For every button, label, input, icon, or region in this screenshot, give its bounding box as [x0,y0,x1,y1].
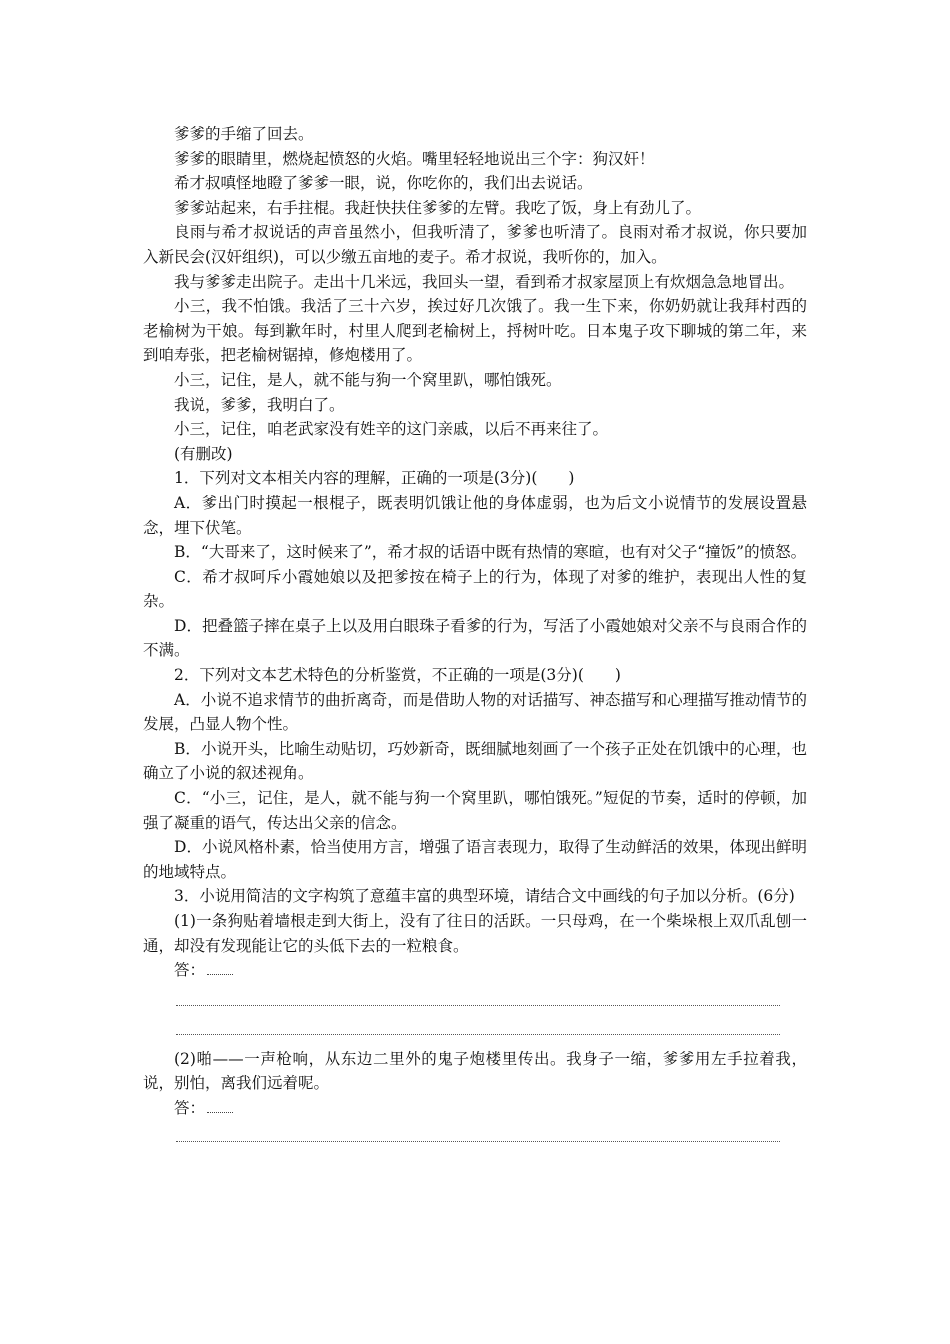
question-2-option-d: D．小说风格朴素，恰当使用方言，增强了语言表现力，取得了生动鲜活的效果，体现出鲜明的地域特点。 [143,838,807,881]
story-paragraph: 良雨与希才叔说话的声音虽然小，但我听清了，爹爹也听清了。良雨对希才叔说，你只要加入新民会(汉奸组织)，可以少缴五亩地的麦子。希才叔说，我听你的，加入。 [143,223,807,266]
story-paragraph: 爹爹的手缩了回去。 [174,125,314,143]
answer-label-text: 答： [174,1098,206,1117]
answer-line[interactable] [176,1127,780,1142]
story-paragraph: 小三，我不怕饿。我活了三十六岁，挨过好几次饿了。我一生下来，你奶奶就让我拜村西的老榆树为干娘。每到歉年时，村里人爬到老榆树上，捋树叶吃。日本鬼子攻下聊城的第二年，来到咱寿张，把老榆树锯掉，修炮楼用了。 [143,297,807,365]
answer-blank[interactable] [207,960,233,975]
question-2-option-b: B．小说开头，比喻生动贴切，巧妙新奇，既细腻地刻画了一个孩子正处在饥饿中的心理，也确立了小说的叙述视角。 [143,739,807,783]
answer-label-1 [143,958,807,983]
question-2-option-a: A．小说不追求情节的曲折离奇，而是借助人物的对话描写、神态描写和心理描写推动情节的发展，凸显人物个性。 [143,690,807,734]
question-2-option-c: C．“小三，记住，是人，就不能与狗一个窝里趴，哪怕饿死。”短促的节奏，适时的停顿，加强了凝重的语气，传达出父亲的信念。 [143,789,807,832]
answer-blank[interactable] [207,1098,233,1113]
answer-label-text: 答： [174,961,206,980]
answer-label-2 [143,1096,807,1121]
story-paragraph: 小三，记住，咱老武家没有姓辛的这门亲戚，以后不再来往了。 [174,420,609,439]
source-note: (有删改) [174,444,233,463]
answer-line[interactable] [176,1020,780,1035]
question-3-sub-2: (2)啪——一声枪响，从东边二里外的鬼子炮楼里传出。我身子一缩，爹爹用左手拉着我，说，别怕，离我们远着呢。 [143,1049,807,1093]
story-paragraph: 我与爹爹走出院子。走出十几米远，我回头一望，看到希才叔家屋顶上有炊烟急急地冒出。 [174,272,795,291]
question-1-stem: 1．下列对文本相关内容的理解，正确的一项是(3分)( ) [174,469,575,488]
question-1-option-c: C．希才叔呵斥小霞她娘以及把爹按在椅子上的行为，体现了对爹的维护，表现出人性的复杂。 [143,567,807,611]
question-1-option-a: A．爹出门时摸起一根棍子，既表明饥饿让他的身体虚弱，也为后文小说情节的发展设置悬念，埋下伏笔。 [143,493,807,537]
story-paragraph: 爹爹站起来，右手拄棍。我赶快扶住爹爹的左臂。我吃了饭，身上有劲儿了。 [174,198,702,217]
story-paragraph: 爹爹的眼睛里，燃烧起愤怒的火焰。嘴里轻轻地说出三个字：狗汉奸！ [174,149,655,168]
question-2-stem: 2．下列对文本艺术特色的分析鉴赏，不正确的一项是(3分)( ) [174,666,621,685]
document-page [143,122,807,1142]
story-paragraph: 小三，记住，是人，就不能与狗一个窝里趴，哪怕饿死。 [174,370,562,389]
question-1-option-d: D．把叠篮子摔在桌子上以及用白眼珠子看爹的行为，写活了小霞她娘对父亲不与良雨合作的不满。 [143,616,807,660]
question-3-sub-1: (1)一条狗贴着墙根走到大街上，没有了往日的活跃。一只母鸡，在一个柴垛根上双爪乱刨一通，却没有发现能让它的头低下去的一粒粮食。 [143,912,807,955]
question-3-stem: 3．小说用简洁的文字构筑了意蕴丰富的典型环境，请结合文中画线的句子加以分析。(6分) [174,887,795,906]
answer-line[interactable] [176,991,780,1006]
story-paragraph: 希才叔嗔怪地瞪了爹爹一眼，说，你吃你的，我们出去说话。 [174,174,593,193]
question-1-option-b: B．“大哥来了，这时候来了”，希才叔的话语中既有热情的寒暄，也有对父子“撞饭”的愤怒。 [174,543,807,562]
story-paragraph: 我说，爹爹，我明白了。 [174,395,345,414]
